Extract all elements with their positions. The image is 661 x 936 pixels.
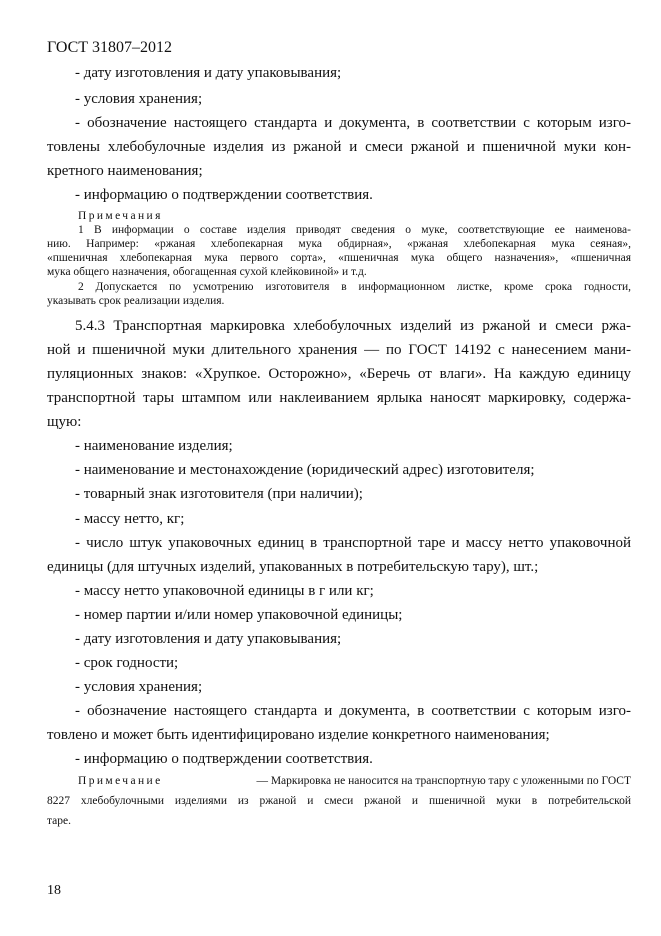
list-item: - дату изготовления и дату упаковывания;: [75, 65, 342, 81]
note-line: 1 В информации о составе изделия приводят сведения о муке, соответствующие ее наименова-: [78, 224, 631, 236]
section-paragraph-line: щую:: [47, 414, 82, 430]
list-item: - условия хранения;: [75, 91, 203, 107]
list-item: - срок годности;: [75, 655, 179, 671]
list-item: - товарный знак изготовителя (при наличии);: [75, 486, 363, 502]
final-note-title: Примечание: [78, 775, 163, 787]
final-note-first-line: [78, 775, 631, 788]
section-paragraph-line: 5.4.3 Транспортная маркировка хлебобулочных изделий из ржаной и смеси ржа-: [75, 318, 631, 334]
document-header: ГОСТ 31807–2012: [47, 39, 173, 56]
section-paragraph-line: ной и пшеничной муки длительного хранения — по ГОСТ 14192 с нанесением мани-: [47, 342, 631, 358]
list-item: - массу нетто, кг;: [75, 511, 185, 527]
section-paragraph-line: транспортной тары штампом или наклеиванием ярлыка наносят маркировку, содержа-: [47, 390, 631, 406]
section-paragraph-line: пуляционных знаков: «Хрупкое. Осторожно», «Беречь от влаги». На каждую единицу: [47, 366, 631, 382]
list-item: - условия хранения;: [75, 679, 203, 695]
final-note-text: — Маркировка не наносится на транспортную тару с уложенными по ГОСТ: [256, 775, 631, 787]
paragraph-line: товлены хлебобулочные изделия из ржаной и смеси ржаной и пшеничной муки кон-: [47, 139, 631, 155]
final-note-line: 8227 хлебобулочными изделиями из ржаной и смеси ржаной и пшеничной муки в потребительской: [47, 795, 631, 807]
list-item: - число штук упаковочных единиц в транспортной таре и массу нетто упаковочной: [75, 535, 631, 551]
note-line: нию. Например: «ржаная хлебопекарная мука обдирная», «ржаная хлебопекарная мука сеяная»,: [47, 238, 631, 250]
final-note-line: таре.: [47, 815, 71, 827]
list-item: - наименование и местонахождение (юридический адрес) изготовителя;: [75, 462, 535, 478]
list-item: - обозначение настоящего стандарта и документа, в соответствии с которым изго-: [75, 703, 631, 719]
page-number: 18: [47, 883, 61, 898]
list-item: - наименование изделия;: [75, 438, 233, 454]
notes-title: Примечания: [78, 210, 163, 222]
list-item: - номер партии и/или номер упаковочной единицы;: [75, 607, 403, 623]
list-item: - дату изготовления и дату упаковывания;: [75, 631, 342, 647]
paragraph-line: - обозначение настоящего стандарта и документа, в соответствии с которым изго-: [75, 115, 631, 131]
list-item: - массу нетто упаковочной единицы в г или кг;: [75, 583, 374, 599]
note-line: 2 Допускается по усмотрению изготовителя в информационном листке, кроме срока годности,: [78, 281, 631, 293]
list-item: - информацию о подтверждении соответствия.: [75, 751, 373, 767]
note-line: мука общего назначения, обогащенная сухой клейковиной» и т.д.: [47, 266, 367, 278]
list-item-continuation: товлено и может быть идентифицировано изделие конкретного наименования;: [47, 727, 550, 743]
paragraph-line: кретного наименования;: [47, 163, 203, 179]
note-line: указывать срок реализации изделия.: [47, 295, 225, 307]
list-item-continuation: единицы (для штучных изделий, упакованных в потребительскую тару), шт.;: [47, 559, 539, 575]
note-line: «пшеничная хлебопекарная мука первого сорта», «пшеничная мука общего назначения», «пшеничная: [47, 252, 631, 264]
list-item: - информацию о подтверждении соответствия.: [75, 187, 373, 203]
